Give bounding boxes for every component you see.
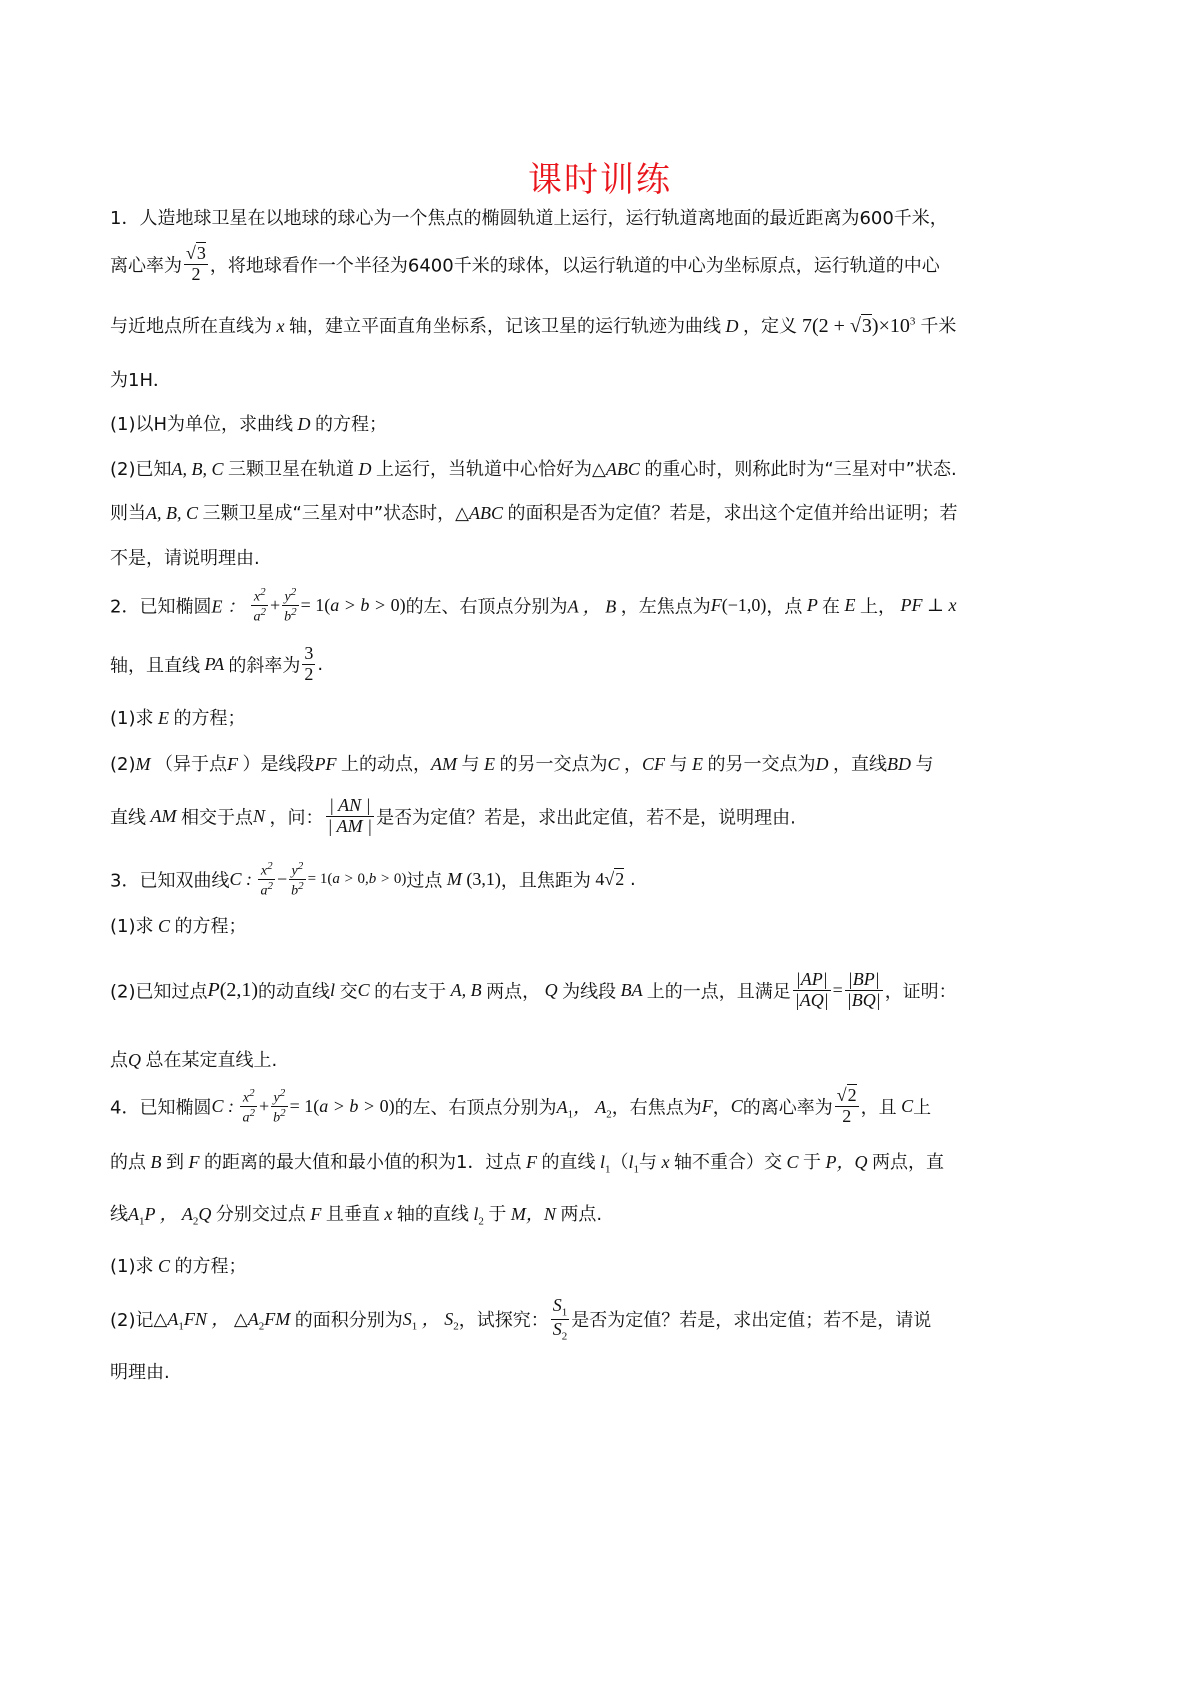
formula-D: D bbox=[815, 754, 834, 774]
problem-text: 点 bbox=[110, 1050, 128, 1071]
problem-text: 不是，请说明理由. bbox=[110, 548, 260, 569]
formula-AP-over-AQ: $\frac{|AP|}{|AQ|}$ bbox=[794, 969, 829, 1010]
problem-text: 的离心率为 bbox=[742, 1097, 833, 1119]
formula-BP-over-BQ: $\frac{|BP|}{|BQ|}$ bbox=[846, 969, 881, 1010]
problem-4-part-1 bbox=[110, 1252, 247, 1278]
formula-condition: = 1(a > b > 0) bbox=[300, 595, 406, 616]
formula-E: E ： bbox=[211, 596, 250, 617]
problem-text: (2)已知过点 bbox=[110, 981, 208, 1003]
problem-text: 上的一点，且满足 bbox=[646, 981, 791, 1003]
problem-4-line-2 bbox=[110, 1148, 944, 1176]
problem-1-line-2 bbox=[110, 244, 940, 285]
formula-F: F bbox=[227, 754, 243, 774]
formula-AM: AM bbox=[431, 754, 462, 774]
problem-2-part-2-line-2 bbox=[110, 796, 796, 837]
problem-text: 轴不重合）交 bbox=[673, 1152, 782, 1173]
formula-BD: BD bbox=[887, 754, 916, 774]
problem-1-line-4 bbox=[110, 366, 171, 392]
formula-F: F bbox=[701, 1095, 713, 1116]
problem-text: 与 bbox=[669, 754, 688, 775]
formula-C: C bbox=[781, 1152, 803, 1172]
formula-triangle-ABC: △ABC bbox=[455, 503, 508, 523]
problem-text: 且垂直 bbox=[325, 1204, 380, 1225]
problem-text: (1)求 bbox=[110, 916, 154, 937]
formula-PF-perp-x: PF ⊥ x bbox=[896, 595, 957, 616]
formula-x: x bbox=[272, 316, 289, 336]
problem-text: 上 bbox=[913, 1097, 932, 1119]
problem-text: 两点，直 bbox=[872, 1152, 944, 1173]
problem-text: 的左、右顶点分别为 bbox=[405, 596, 568, 618]
formula-C: C bbox=[896, 1095, 914, 1116]
problem-2-part-1 bbox=[110, 704, 246, 730]
problem-text: ，左焦点为 bbox=[620, 596, 711, 618]
problem-text: 的距离的最大值和最小值的积为1．过点 bbox=[204, 1152, 522, 1173]
problem-number: 3． bbox=[110, 870, 140, 892]
formula-A1P-A2Q: $A_1P$ ， $A_2Q$ bbox=[128, 1204, 216, 1228]
problem-text: 已知双曲线 bbox=[139, 870, 230, 892]
problem-text: 上的动点， bbox=[341, 754, 431, 775]
formula-x2-over-a2: $\frac{x^2}{a^2}$ bbox=[242, 1086, 255, 1126]
formula-C: C bbox=[730, 1095, 743, 1116]
problem-4-line-3 bbox=[110, 1200, 602, 1228]
formula-D: D bbox=[293, 414, 316, 434]
formula-l: l bbox=[330, 979, 340, 1000]
page-title: 课时训练 bbox=[528, 160, 672, 200]
formula-E: E bbox=[153, 708, 174, 728]
formula-equals: = bbox=[832, 979, 843, 1000]
formula-ABC: A, B, C bbox=[146, 503, 203, 523]
formula-A1-A2: $A_1$， $A_2$ bbox=[556, 1096, 612, 1121]
formula-triangles: $\triangle A_1FN$ ， $\triangle A_2FM$ bbox=[153, 1309, 295, 1333]
problem-text: 上运行，当轨道中心恰好为 bbox=[376, 459, 592, 480]
problem-text: 到 bbox=[166, 1152, 184, 1173]
problem-text: （ bbox=[610, 1152, 629, 1173]
formula-sqrt3-over-2: $\frac{√3}{2}$ bbox=[186, 243, 206, 284]
formula-M: M bbox=[135, 754, 155, 774]
formula-C: C : bbox=[211, 1095, 239, 1116]
formula-C: C bbox=[357, 979, 375, 1000]
problem-text: ，将地球看作一个半径为6400千米的球体，以运行轨道的中心为坐标原点，运行轨道的中心 bbox=[209, 255, 940, 277]
problem-text: 在 bbox=[822, 596, 841, 618]
formula-F-point: F(−1,0) bbox=[710, 595, 767, 616]
formula-x2-over-a2: $\frac{x^2}{a^2}$ bbox=[253, 586, 266, 625]
formula-N: N bbox=[253, 805, 270, 826]
formula-ABC: A, B, C bbox=[171, 459, 228, 479]
formula-4-sqrt2: 4√2 bbox=[590, 869, 625, 890]
problem-text: 是否为定值？若是，求出此定值，若不是，说明理由. bbox=[376, 807, 796, 829]
formula-triangle-ABC: △ABC bbox=[592, 459, 645, 479]
problem-text: 与 bbox=[638, 1152, 657, 1173]
problem-3-part-2-line-1 bbox=[110, 970, 957, 1011]
problem-text: 与 bbox=[915, 754, 934, 775]
problem-number: 4． bbox=[110, 1097, 140, 1119]
problem-text: 的另一交点为 bbox=[707, 754, 816, 775]
problem-text: (1)以H为单位，求曲线 bbox=[110, 414, 294, 435]
formula-sqrt2-over-2: $\frac{√2}{2}$ bbox=[836, 1085, 857, 1126]
problem-text: 的动直线 bbox=[258, 981, 331, 1003]
problem-text: (2)记 bbox=[110, 1310, 154, 1332]
problem-text: 总在某定直线上. bbox=[145, 1050, 278, 1071]
problem-1-part-1 bbox=[110, 410, 387, 436]
formula-x2-over-a2: $\frac{x^2}{a^2}$ bbox=[260, 860, 273, 899]
problem-number: 2． bbox=[110, 596, 140, 618]
problem-text: 交 bbox=[339, 981, 358, 1003]
problem-text: ，右焦点为 bbox=[611, 1097, 702, 1119]
formula-Q: Q bbox=[540, 979, 563, 1000]
problem-text: ）是线段 bbox=[242, 754, 315, 775]
problem-text: ，点 bbox=[766, 596, 803, 618]
problem-text: 的方程； bbox=[174, 916, 247, 937]
problem-1-line-1 bbox=[110, 204, 948, 230]
problem-text: 的右支于 bbox=[374, 981, 447, 1003]
problem-text: ，定义 bbox=[743, 316, 797, 337]
formula-unit-definition: $7(2 + √3)\times 10^3$ bbox=[797, 315, 916, 337]
problem-text: ， bbox=[712, 1097, 731, 1119]
problem-text: 与 bbox=[461, 754, 480, 775]
problem-text: 于 bbox=[803, 1152, 821, 1173]
problem-text: ，证明： bbox=[884, 981, 957, 1003]
formula-A-B: A, B bbox=[446, 979, 487, 1000]
formula-F: F bbox=[305, 1204, 326, 1224]
problem-text: ，直线 bbox=[833, 754, 888, 775]
problem-text: ， bbox=[624, 754, 643, 775]
problem-text: 已知椭圆 bbox=[139, 1097, 212, 1119]
problem-text: 分别交过点 bbox=[215, 1204, 306, 1225]
formula-BA: BA bbox=[616, 979, 647, 1000]
problem-text: 千米 bbox=[920, 316, 957, 337]
problem-text: 过点 bbox=[406, 870, 443, 892]
formula-y2-over-b2: $\frac{y^2}{b^2}$ bbox=[273, 1086, 286, 1126]
problem-2-line-1 bbox=[110, 586, 956, 625]
problem-1-line-3 bbox=[110, 312, 956, 338]
problem-text: 的面积分别为 bbox=[294, 1310, 403, 1332]
formula-3-over-2: $\frac{3}{2}$ bbox=[304, 643, 314, 684]
problem-text: (1)求 bbox=[110, 1256, 154, 1277]
formula-M-point: M (3,1) bbox=[442, 869, 501, 890]
formula-P-Q: P，Q bbox=[821, 1152, 872, 1172]
formula-PA: PA bbox=[200, 653, 229, 674]
problem-text: 的点 bbox=[110, 1152, 146, 1173]
problem-text: 与近地点所在直线为 bbox=[110, 316, 272, 337]
problem-text: 轴的直线 bbox=[396, 1204, 469, 1225]
problem-text: 的方程； bbox=[315, 414, 388, 435]
problem-text: 线 bbox=[110, 1204, 128, 1225]
problem-text: 已知椭圆 bbox=[139, 596, 212, 618]
problem-text: 人造地球卫星在以地球的球心为一个焦点的椭圆轨道上运行，运行轨道离地面的最近距离为600千米， bbox=[139, 208, 948, 229]
formula-B: B bbox=[146, 1152, 166, 1172]
problem-4-part-2-line-1 bbox=[110, 1296, 931, 1342]
problem-text: 轴，建立平面直角坐标系，记该卫星的运行轨迹为曲线 bbox=[289, 316, 721, 337]
formula-x: x bbox=[379, 1204, 397, 1224]
problem-4-line-1 bbox=[110, 1086, 931, 1127]
problem-text: 则当 bbox=[110, 503, 146, 524]
problem-text: 三颗卫星成“三星对中”状态时， bbox=[202, 503, 456, 524]
problem-text: 三颗卫星在轨道 bbox=[228, 459, 354, 480]
formula-D: D bbox=[721, 316, 743, 336]
problem-text: （异于点 bbox=[155, 754, 227, 775]
problem-4-part-2-line-2 bbox=[110, 1358, 170, 1384]
problem-1-part-2-line-1 bbox=[110, 455, 957, 481]
problem-text: 相交于点 bbox=[181, 807, 253, 829]
period: . bbox=[317, 653, 324, 675]
problem-text: 的左、右顶点分别为 bbox=[394, 1097, 557, 1119]
formula-S1-S2: $S_1$ ， $S_2$ bbox=[402, 1309, 459, 1333]
problem-text: 的另一交点为 bbox=[499, 754, 608, 775]
problem-text: 直线 bbox=[110, 807, 146, 829]
problem-text: 的斜率为 bbox=[228, 655, 301, 677]
problem-text: 为线段 bbox=[562, 981, 617, 1003]
formula-plus: + bbox=[258, 1095, 270, 1116]
problem-text: 轴，且直线 bbox=[110, 655, 200, 677]
formula-C: C : bbox=[229, 869, 257, 890]
problem-text: ，且 bbox=[860, 1097, 897, 1119]
formula-E: E bbox=[687, 754, 708, 774]
formula-PF: PF bbox=[314, 754, 341, 774]
formula-x: x bbox=[656, 1152, 674, 1172]
problem-2-line-2 bbox=[110, 644, 323, 685]
formula-E: E bbox=[479, 754, 500, 774]
formula-D: D bbox=[354, 459, 376, 479]
formula-P-point: P(2,1) bbox=[207, 978, 259, 1001]
problem-text: 的重心时，则称此时为“三星对中”状态. bbox=[644, 459, 957, 480]
formula-l1: $l_1$ bbox=[595, 1152, 611, 1176]
problem-text: 为1H． bbox=[110, 370, 171, 391]
formula-F: F bbox=[521, 1152, 542, 1172]
problem-3-line-1 bbox=[110, 860, 636, 899]
formula-P: P bbox=[802, 595, 823, 616]
formula-C: C bbox=[153, 1256, 175, 1276]
formula-l1: $l_1$ bbox=[628, 1152, 639, 1176]
formula-CF: CF bbox=[642, 754, 670, 774]
formula-E: E bbox=[840, 595, 861, 616]
formula-minus: − bbox=[276, 869, 288, 890]
formula-plus: + bbox=[269, 595, 281, 616]
formula-condition: = 1(a > b > 0) bbox=[289, 1095, 395, 1116]
problem-3-part-2-line-2 bbox=[110, 1046, 277, 1072]
formula-y2-over-b2: $\frac{y^2}{b^2}$ bbox=[284, 586, 297, 625]
formula-C: C bbox=[153, 916, 175, 936]
problem-text: 的直线 bbox=[541, 1152, 596, 1173]
problem-text: 的方程； bbox=[173, 708, 246, 729]
problem-text: 两点. bbox=[560, 1204, 603, 1225]
problem-text: (2) bbox=[110, 754, 136, 775]
formula-A-B: A ， B bbox=[567, 596, 621, 617]
problem-text: ，试探究： bbox=[458, 1310, 549, 1332]
problem-text: 离心率为 bbox=[110, 255, 182, 277]
problem-text: 明理由. bbox=[110, 1362, 170, 1383]
formula-Q: Q bbox=[128, 1050, 146, 1070]
problem-text: (2)已知 bbox=[110, 459, 172, 480]
formula-C: C bbox=[607, 754, 625, 774]
problem-text: 两点， bbox=[486, 981, 541, 1003]
problem-3-part-1 bbox=[110, 912, 247, 938]
formula-AM: AM bbox=[146, 805, 181, 826]
formula-y2-over-b2: $\frac{y^2}{b^2}$ bbox=[291, 860, 304, 899]
problem-text: (1)求 bbox=[110, 708, 154, 729]
period: . bbox=[624, 869, 636, 891]
problem-1-part-2-line-2 bbox=[110, 499, 958, 525]
problem-text: 于 bbox=[488, 1204, 507, 1225]
formula-M-N: M，N bbox=[506, 1204, 561, 1224]
problem-text: 的方程； bbox=[174, 1256, 247, 1277]
formula-condition: = 1(a > 0,b > 0) bbox=[307, 871, 407, 888]
problem-1-part-2-line-3 bbox=[110, 544, 260, 570]
formula-AN-over-AM: $\frac{| AN |}{| AM |}$ bbox=[327, 795, 373, 836]
problem-text: ，问： bbox=[269, 807, 324, 829]
problem-text: 是否为定值？若是，求出定值；若不是，请说 bbox=[571, 1310, 932, 1332]
formula-l2: $l_2$ bbox=[468, 1204, 484, 1228]
problem-2-part-2-line-1 bbox=[110, 750, 934, 776]
formula-S1-over-S2: $\frac{S_1}{S_2}$ bbox=[552, 1295, 568, 1343]
problem-text: ，且焦距为 bbox=[500, 870, 591, 892]
problem-text: 上， bbox=[860, 596, 897, 618]
formula-F: F bbox=[184, 1152, 204, 1172]
problem-text: 的面积是否为定值？若是，求出这个定值并给出证明；若 bbox=[507, 503, 958, 524]
problem-number: 1． bbox=[110, 208, 140, 229]
